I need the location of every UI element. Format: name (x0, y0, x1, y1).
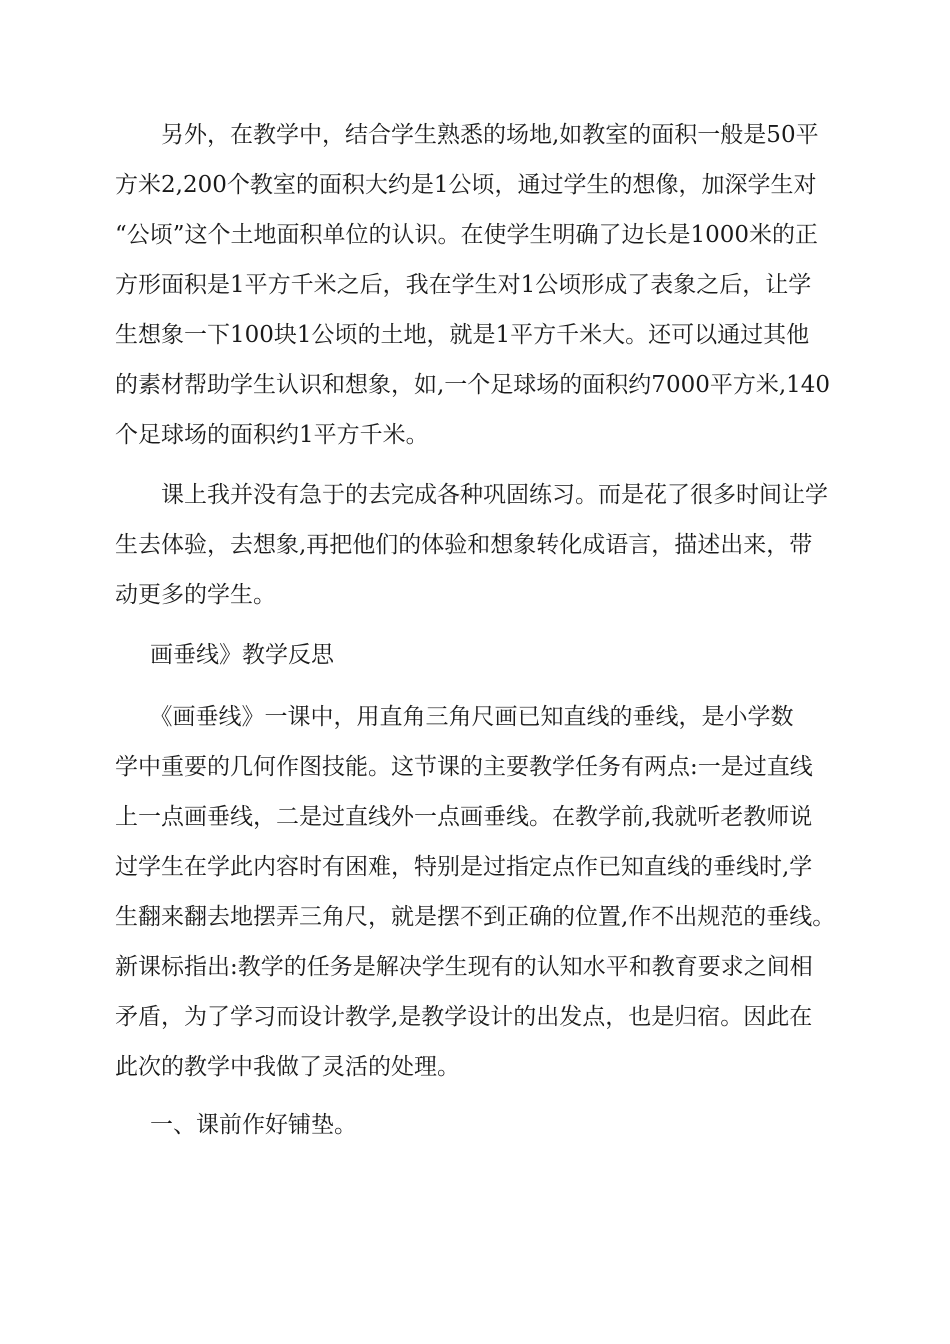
paragraph-line: 方米2,200个教室的面积大约是1公顷，通过学生的想像，加深学生对 (115, 172, 817, 198)
paragraph-class-practice (115, 470, 845, 620)
paragraph-line: 生翻来翻去地摆弄三角尺，就是摆不到正确的位置,作不出规范的垂线。 (115, 904, 836, 930)
paragraph-line: 矛盾，为了学习而设计教学,是教学设计的出发点，也是归宿。因此在 (115, 1004, 813, 1030)
paragraph-line: 《画垂线》一课中，用直角三角尺画已知直线的垂线，是小学数 (115, 704, 794, 730)
paragraph-perpendicular-lines (115, 692, 845, 1092)
paragraph-line: “公顷”这个土地面积单位的认识。在使学生明确了边长是1000米的正 (115, 222, 819, 248)
paragraph-line: 此次的教学中我做了灵活的处理。 (115, 1054, 460, 1080)
section-heading: 画垂线》教学反思 (150, 642, 334, 668)
paragraph-line: 方形面积是1平方千米之后，我在学生对1公顷形成了表象之后，让学 (115, 272, 812, 298)
paragraph-line: 个足球场的面积约1平方千米。 (115, 422, 429, 448)
paragraph-line: 生想象一下100块1公顷的土地，就是1平方千米大。还可以通过其他 (115, 322, 810, 348)
paragraph-line: 的素材帮助学生认识和想象，如,一个足球场的面积约7000平方米,140 (115, 372, 831, 398)
paragraph-line: 新课标指出:教学的任务是解决学生现有的认知水平和教育要求之间相 (115, 954, 813, 980)
paragraph-line: 上一点画垂线，二是过直线外一点画垂线。在教学前,我就听老教师说 (115, 804, 813, 830)
paragraph-area-of-hectare (115, 110, 845, 460)
section-item-1: 一、课前作好铺垫。 (150, 1112, 357, 1138)
paragraph-line: 动更多的学生。 (115, 582, 276, 608)
paragraph-line: 课上我并没有急于的去完成各种巩固练习。而是花了很多时间让学 (115, 482, 828, 508)
paragraph-line: 生去体验，去想象,再把他们的体验和想象转化成语言，描述出来，带 (115, 532, 813, 558)
paragraph-line: 另外，在教学中，结合学生熟悉的场地,如教室的面积一般是50平 (115, 122, 819, 148)
paragraph-line: 过学生在学此内容时有困难，特别是过指定点作已知直线的垂线时,学 (115, 854, 813, 880)
paragraph-line: 学中重要的几何作图技能。这节课的主要教学任务有两点:一是过直线 (115, 754, 813, 780)
